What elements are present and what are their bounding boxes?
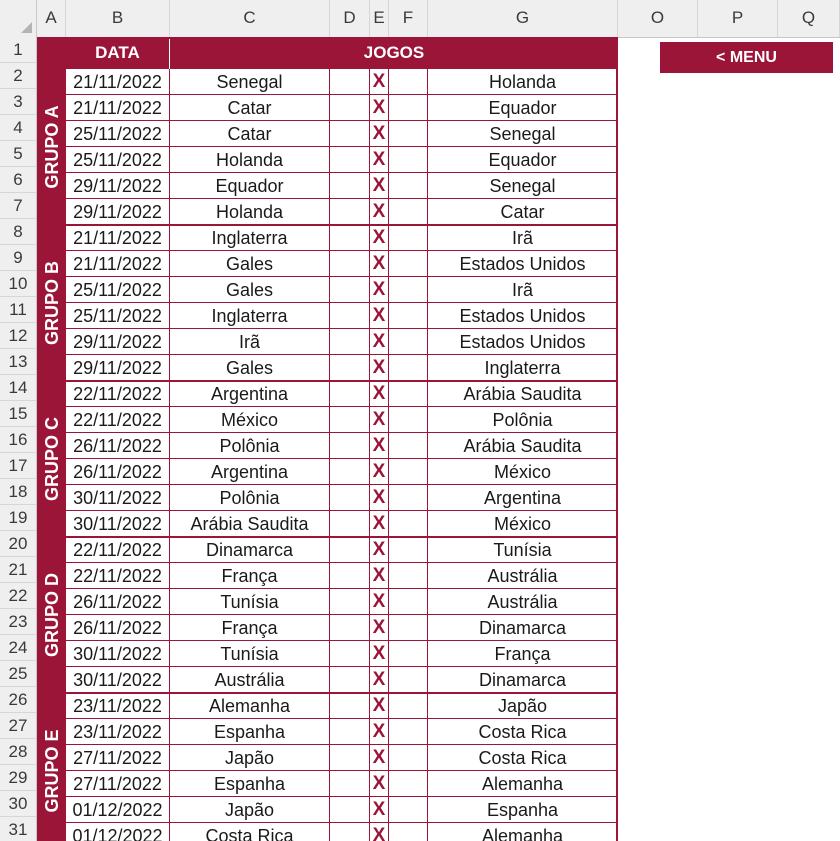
score-home-cell[interactable] [330, 537, 370, 563]
score-home-cell[interactable] [330, 225, 370, 251]
date-header: DATA [66, 37, 170, 69]
score-away-cell[interactable] [389, 693, 428, 719]
score-home-cell[interactable] [330, 641, 370, 667]
score-away-cell[interactable] [389, 407, 428, 433]
group-label: GRUPO C [41, 416, 62, 502]
score-home-cell[interactable] [330, 121, 370, 147]
score-away-cell[interactable] [389, 251, 428, 277]
column-header-c[interactable]: C [170, 0, 330, 37]
home-team: Polônia [170, 485, 330, 511]
group-label-block [37, 225, 66, 381]
row-header-7[interactable]: 7 [0, 193, 36, 219]
match-date: 26/11/2022 [66, 433, 170, 459]
score-home-cell[interactable] [330, 797, 370, 823]
row-header-12[interactable]: 12 [0, 323, 36, 349]
away-team: Alemanha [428, 771, 618, 797]
group-label-block [37, 381, 66, 537]
home-team: Dinamarca [170, 537, 330, 563]
away-team: Costa Rica [428, 719, 618, 745]
row-header-4[interactable]: 4 [0, 115, 36, 141]
away-team: Senegal [428, 173, 618, 199]
away-team: Estados Unidos [428, 329, 618, 355]
score-away-cell[interactable] [389, 303, 428, 329]
row-header-18[interactable]: 18 [0, 479, 36, 505]
row-header-9[interactable]: 9 [0, 245, 36, 271]
column-header-p[interactable]: P [698, 0, 778, 37]
home-team: México [170, 407, 330, 433]
away-team: Japão [428, 693, 618, 719]
away-team: Arábia Saudita [428, 433, 618, 459]
score-home-cell[interactable] [330, 251, 370, 277]
match-date: 29/11/2022 [66, 199, 170, 225]
score-home-cell[interactable] [330, 667, 370, 693]
row-header-8[interactable]: 8 [0, 219, 36, 245]
score-home-cell[interactable] [330, 277, 370, 303]
row-header-15[interactable]: 15 [0, 401, 36, 427]
home-team: Austrália [170, 667, 330, 693]
match-date: 29/11/2022 [66, 355, 170, 381]
column-header-e[interactable]: E [370, 0, 389, 37]
score-home-cell[interactable] [330, 719, 370, 745]
match-date: 22/11/2022 [66, 407, 170, 433]
home-team: Costa Rica [170, 823, 330, 841]
row-header-30[interactable]: 30 [0, 791, 36, 817]
column-a-header-fill [37, 37, 66, 69]
match-date: 01/12/2022 [66, 797, 170, 823]
score-home-cell[interactable] [330, 199, 370, 225]
score-home-cell[interactable] [330, 459, 370, 485]
group-label: GRUPO E [41, 729, 62, 813]
row-header-22[interactable]: 22 [0, 583, 36, 609]
versus-mark: X [370, 459, 389, 485]
score-home-cell[interactable] [330, 303, 370, 329]
home-team: Espanha [170, 771, 330, 797]
home-team: Polônia [170, 433, 330, 459]
row-header-29[interactable]: 29 [0, 765, 36, 791]
versus-mark: X [370, 719, 389, 745]
score-away-cell[interactable] [389, 485, 428, 511]
sheet-grid [37, 37, 840, 841]
row-header-31[interactable]: 31 [0, 817, 36, 841]
score-home-cell[interactable] [330, 173, 370, 199]
home-team: Inglaterra [170, 225, 330, 251]
match-date: 30/11/2022 [66, 485, 170, 511]
score-home-cell[interactable] [330, 147, 370, 173]
away-team: Holanda [428, 69, 618, 95]
match-date: 01/12/2022 [66, 823, 170, 841]
versus-mark: X [370, 225, 389, 251]
home-team: Argentina [170, 381, 330, 407]
row-header-17[interactable]: 17 [0, 453, 36, 479]
home-team: Alemanha [170, 693, 330, 719]
group-label: GRUPO B [41, 260, 62, 346]
score-away-cell[interactable] [389, 355, 428, 381]
versus-mark: X [370, 667, 389, 693]
column-header-g[interactable]: G [428, 0, 618, 37]
score-away-cell[interactable] [389, 719, 428, 745]
home-team: Argentina [170, 459, 330, 485]
home-team: Inglaterra [170, 303, 330, 329]
score-away-cell[interactable] [389, 641, 428, 667]
away-team: Espanha [428, 797, 618, 823]
score-away-cell[interactable] [389, 381, 428, 407]
match-date: 30/11/2022 [66, 511, 170, 537]
home-team: Gales [170, 355, 330, 381]
row-header-28[interactable]: 28 [0, 739, 36, 765]
score-away-cell[interactable] [389, 95, 428, 121]
versus-mark: X [370, 251, 389, 277]
score-away-cell[interactable] [389, 667, 428, 693]
column-header-f[interactable]: F [389, 0, 428, 37]
away-team: Dinamarca [428, 667, 618, 693]
versus-mark: X [370, 303, 389, 329]
versus-mark: X [370, 589, 389, 615]
column-header-d[interactable]: D [330, 0, 370, 37]
home-team: Espanha [170, 719, 330, 745]
match-date: 21/11/2022 [66, 69, 170, 95]
match-date: 26/11/2022 [66, 589, 170, 615]
score-home-cell[interactable] [330, 511, 370, 537]
away-team: Irã [428, 277, 618, 303]
row-header-13[interactable]: 13 [0, 349, 36, 375]
versus-mark: X [370, 797, 389, 823]
match-date: 23/11/2022 [66, 719, 170, 745]
column-header-q[interactable]: Q [778, 0, 840, 37]
group-label: GRUPO A [41, 105, 62, 189]
row-header-1[interactable]: 1 [0, 37, 36, 63]
row-header-2[interactable]: 2 [0, 63, 36, 89]
away-team: Estados Unidos [428, 251, 618, 277]
match-date: 29/11/2022 [66, 329, 170, 355]
versus-mark: X [370, 121, 389, 147]
away-team: Tunísia [428, 537, 618, 563]
row-header-10[interactable]: 10 [0, 271, 36, 297]
select-all-corner[interactable] [0, 0, 37, 37]
away-team: Dinamarca [428, 615, 618, 641]
row-header-23[interactable]: 23 [0, 609, 36, 635]
score-home-cell[interactable] [330, 95, 370, 121]
away-team: Irã [428, 225, 618, 251]
away-team: França [428, 641, 618, 667]
match-date: 25/11/2022 [66, 277, 170, 303]
menu-button[interactable]: < MENU [660, 42, 833, 73]
games-header: JOGOS [170, 37, 618, 69]
row-header-19[interactable]: 19 [0, 505, 36, 531]
versus-mark: X [370, 745, 389, 771]
away-team: México [428, 511, 618, 537]
score-away-cell[interactable] [389, 459, 428, 485]
match-date: 21/11/2022 [66, 225, 170, 251]
score-away-cell[interactable] [389, 147, 428, 173]
versus-mark: X [370, 381, 389, 407]
row-header-24[interactable]: 24 [0, 635, 36, 661]
match-date: 25/11/2022 [66, 147, 170, 173]
match-date: 30/11/2022 [66, 641, 170, 667]
match-date: 26/11/2022 [66, 459, 170, 485]
away-team: México [428, 459, 618, 485]
row-header-11[interactable]: 11 [0, 297, 36, 323]
score-home-cell[interactable] [330, 355, 370, 381]
score-home-cell[interactable] [330, 485, 370, 511]
row-header-14[interactable]: 14 [0, 375, 36, 401]
column-header-a[interactable]: A [37, 0, 66, 37]
away-team: Austrália [428, 589, 618, 615]
match-date: 22/11/2022 [66, 537, 170, 563]
home-team: França [170, 615, 330, 641]
score-away-cell[interactable] [389, 225, 428, 251]
column-header-o[interactable]: O [618, 0, 698, 37]
match-date: 25/11/2022 [66, 121, 170, 147]
row-header-6[interactable]: 6 [0, 167, 36, 193]
away-team: Austrália [428, 563, 618, 589]
versus-mark: X [370, 433, 389, 459]
away-team: Arábia Saudita [428, 381, 618, 407]
versus-mark: X [370, 537, 389, 563]
home-team: França [170, 563, 330, 589]
versus-mark: X [370, 615, 389, 641]
match-date: 29/11/2022 [66, 173, 170, 199]
group-label: GRUPO D [41, 572, 62, 658]
versus-mark: X [370, 173, 389, 199]
home-team: Tunísia [170, 589, 330, 615]
score-home-cell[interactable] [330, 823, 370, 841]
score-away-cell[interactable] [389, 199, 428, 225]
group-label-block [37, 693, 66, 841]
home-team: Gales [170, 251, 330, 277]
score-away-cell[interactable] [389, 537, 428, 563]
score-home-cell[interactable] [330, 745, 370, 771]
score-away-cell[interactable] [389, 797, 428, 823]
versus-mark: X [370, 511, 389, 537]
versus-mark: X [370, 641, 389, 667]
match-date: 27/11/2022 [66, 745, 170, 771]
score-away-cell[interactable] [389, 589, 428, 615]
away-team: Alemanha [428, 823, 618, 841]
score-home-cell[interactable] [330, 407, 370, 433]
away-team: Equador [428, 95, 618, 121]
home-team: Catar [170, 95, 330, 121]
match-date: 23/11/2022 [66, 693, 170, 719]
row-header-bar [0, 37, 37, 841]
score-away-cell[interactable] [389, 823, 428, 841]
away-team: Senegal [428, 121, 618, 147]
match-date: 30/11/2022 [66, 667, 170, 693]
versus-mark: X [370, 693, 389, 719]
away-team: Argentina [428, 485, 618, 511]
versus-mark: X [370, 823, 389, 841]
score-away-cell[interactable] [389, 277, 428, 303]
versus-mark: X [370, 147, 389, 173]
score-home-cell[interactable] [330, 329, 370, 355]
home-team: Tunísia [170, 641, 330, 667]
score-home-cell[interactable] [330, 615, 370, 641]
versus-mark: X [370, 563, 389, 589]
versus-mark: X [370, 329, 389, 355]
versus-mark: X [370, 95, 389, 121]
home-team: Irã [170, 329, 330, 355]
home-team: Holanda [170, 199, 330, 225]
score-home-cell[interactable] [330, 381, 370, 407]
score-away-cell[interactable] [389, 329, 428, 355]
versus-mark: X [370, 771, 389, 797]
match-date: 25/11/2022 [66, 303, 170, 329]
score-away-cell[interactable] [389, 433, 428, 459]
home-team: Japão [170, 745, 330, 771]
score-away-cell[interactable] [389, 511, 428, 537]
match-date: 22/11/2022 [66, 381, 170, 407]
versus-mark: X [370, 199, 389, 225]
row-header-20[interactable]: 20 [0, 531, 36, 557]
row-header-27[interactable]: 27 [0, 713, 36, 739]
versus-mark: X [370, 407, 389, 433]
column-header-bar [0, 0, 840, 38]
away-team: Costa Rica [428, 745, 618, 771]
column-header-b[interactable]: B [66, 0, 170, 37]
score-home-cell[interactable] [330, 771, 370, 797]
row-header-3[interactable]: 3 [0, 89, 36, 115]
match-date: 21/11/2022 [66, 95, 170, 121]
score-away-cell[interactable] [389, 69, 428, 95]
away-team: Equador [428, 147, 618, 173]
row-header-16[interactable]: 16 [0, 427, 36, 453]
away-team: Inglaterra [428, 355, 618, 381]
score-home-cell[interactable] [330, 693, 370, 719]
versus-mark: X [370, 69, 389, 95]
score-home-cell[interactable] [330, 433, 370, 459]
match-date: 27/11/2022 [66, 771, 170, 797]
home-team: Gales [170, 277, 330, 303]
score-home-cell[interactable] [330, 563, 370, 589]
row-header-26[interactable]: 26 [0, 687, 36, 713]
versus-mark: X [370, 485, 389, 511]
score-away-cell[interactable] [389, 173, 428, 199]
home-team: Senegal [170, 69, 330, 95]
home-team: Arábia Saudita [170, 511, 330, 537]
home-team: Holanda [170, 147, 330, 173]
group-label-block [37, 537, 66, 693]
score-away-cell[interactable] [389, 121, 428, 147]
row-header-21[interactable]: 21 [0, 557, 36, 583]
away-team: Catar [428, 199, 618, 225]
score-away-cell[interactable] [389, 563, 428, 589]
away-team: Estados Unidos [428, 303, 618, 329]
home-team: Japão [170, 797, 330, 823]
row-header-25[interactable]: 25 [0, 661, 36, 687]
score-away-cell[interactable] [389, 745, 428, 771]
home-team: Equador [170, 173, 330, 199]
versus-mark: X [370, 355, 389, 381]
away-team: Polônia [428, 407, 618, 433]
home-team: Catar [170, 121, 330, 147]
score-home-cell[interactable] [330, 589, 370, 615]
match-date: 21/11/2022 [66, 251, 170, 277]
match-date: 26/11/2022 [66, 615, 170, 641]
score-home-cell[interactable] [330, 69, 370, 95]
group-label-block [37, 69, 66, 225]
versus-mark: X [370, 277, 389, 303]
row-header-5[interactable]: 5 [0, 141, 36, 167]
score-away-cell[interactable] [389, 771, 428, 797]
score-away-cell[interactable] [389, 615, 428, 641]
match-date: 22/11/2022 [66, 563, 170, 589]
